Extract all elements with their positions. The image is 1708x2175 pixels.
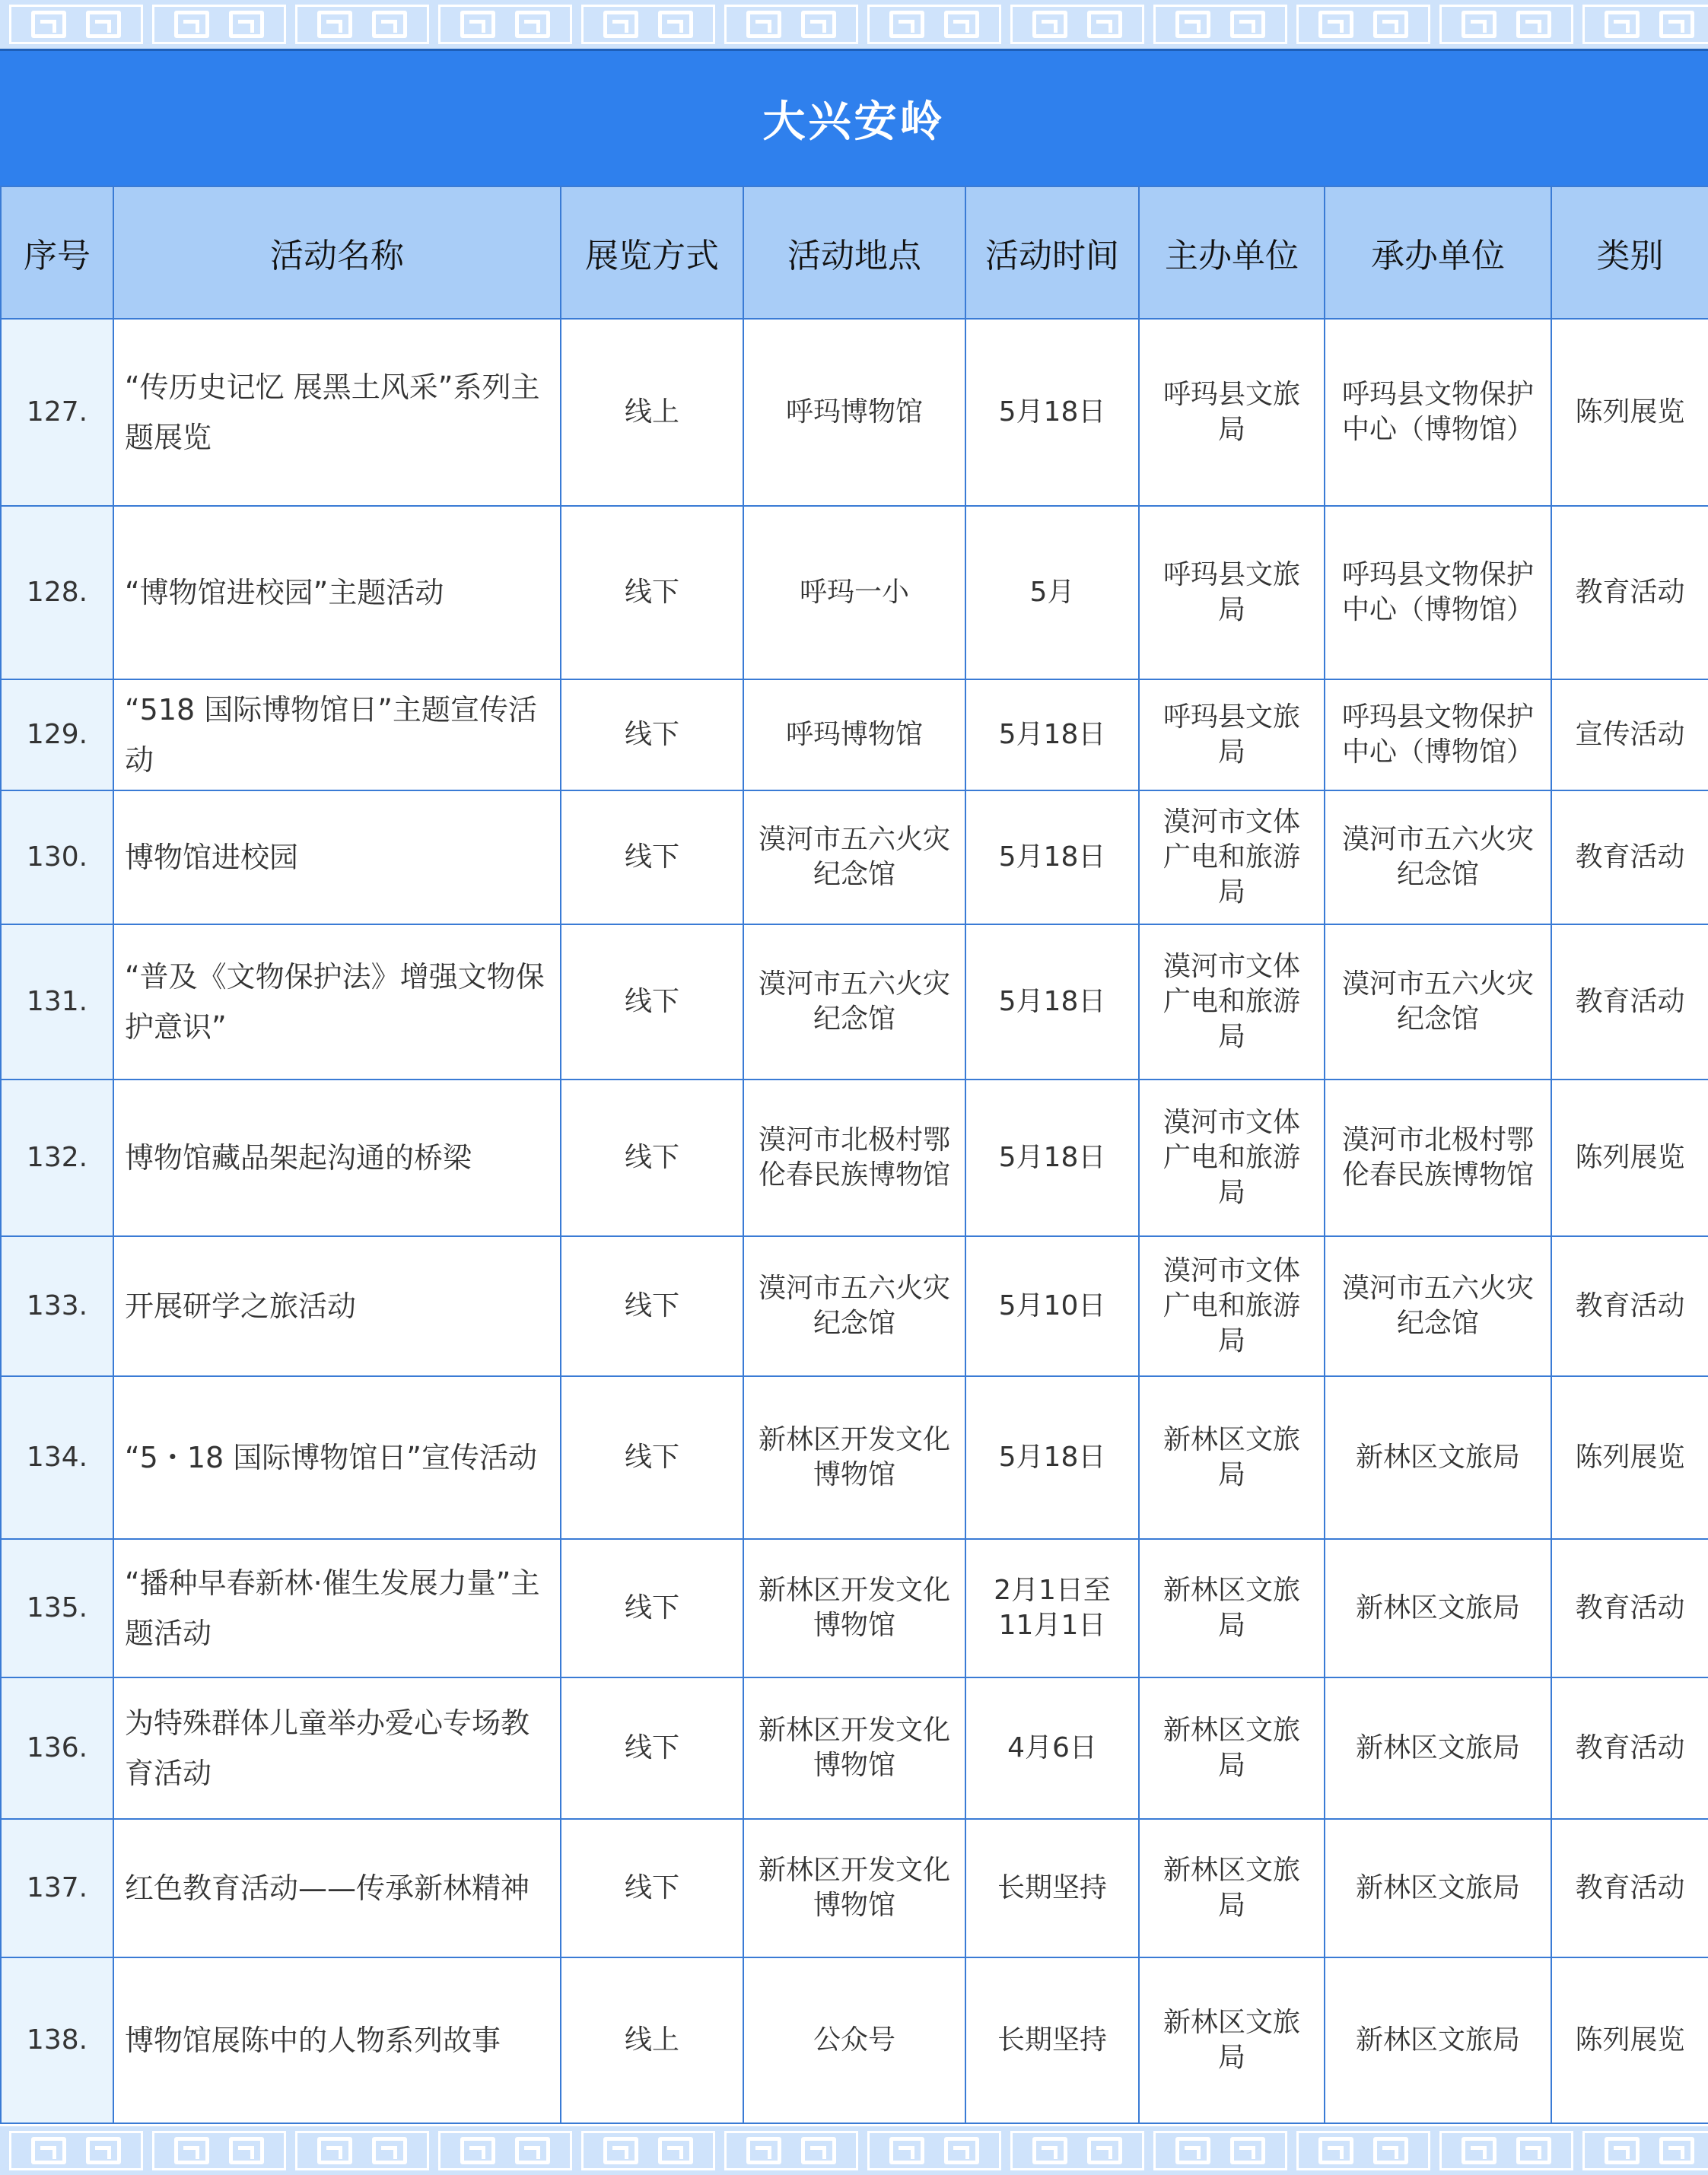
header-row	[1, 186, 1708, 319]
organizer-unit-cell: 呼玛县文物保护中心（博物馆）	[1325, 506, 1551, 679]
activity-place-cell: 漠河市五六火灾纪念馆	[743, 790, 965, 924]
activity-place-cell: 呼玛一小	[743, 506, 965, 679]
row-number-cell: 129.	[1, 679, 113, 790]
table-row	[1, 1539, 1708, 1677]
display-mode-cell: 线下	[561, 790, 743, 924]
row-number-cell: 138.	[1, 1957, 113, 2123]
activity-category-cell: 陈列展览	[1551, 1957, 1708, 2123]
activity-place-cell: 呼玛博物馆	[743, 319, 965, 506]
activity-category-cell: 教育活动	[1551, 924, 1708, 1080]
meander-pattern-icon	[867, 2131, 1001, 2170]
header-category: 类别	[1551, 186, 1708, 319]
activity-category-cell: 教育活动	[1551, 1236, 1708, 1376]
activity-name-cell: “518 国际博物馆日”主题宣传活动	[113, 679, 561, 790]
activities-table	[0, 186, 1708, 2124]
activity-time-cell: 5月18日	[965, 790, 1139, 924]
organizer-unit-cell: 漠河市五六火灾纪念馆	[1325, 790, 1551, 924]
activity-category-cell: 陈列展览	[1551, 319, 1708, 506]
activity-category-cell: 教育活动	[1551, 1539, 1708, 1677]
display-mode-cell: 线下	[561, 924, 743, 1080]
meander-pattern-icon	[1296, 2131, 1430, 2170]
activity-place-cell: 新林区开发文化博物馆	[743, 1819, 965, 1957]
table-row	[1, 1236, 1708, 1376]
activity-name-cell: 博物馆展陈中的人物系列故事	[113, 1957, 561, 2123]
host-unit-cell: 新林区文旅局	[1139, 1376, 1325, 1539]
row-number-cell: 135.	[1, 1539, 113, 1677]
activity-place-cell: 公众号	[743, 1957, 965, 2123]
organizer-unit-cell: 新林区文旅局	[1325, 1539, 1551, 1677]
activity-name-cell: 红色教育活动——传承新林精神	[113, 1819, 561, 1957]
meander-pattern-icon	[152, 2131, 286, 2170]
organizer-unit-cell: 新林区文旅局	[1325, 1819, 1551, 1957]
display-mode-cell: 线下	[561, 1677, 743, 1819]
meander-pattern-icon	[581, 5, 715, 44]
header-host: 主办单位	[1139, 186, 1325, 319]
activity-place-cell: 呼玛博物馆	[743, 679, 965, 790]
activity-place-cell: 漠河市五六火灾纪念馆	[743, 1236, 965, 1376]
header-organizer: 承办单位	[1325, 186, 1551, 319]
host-unit-cell: 漠河市文体广电和旅游局	[1139, 790, 1325, 924]
header-seq: 序号	[1, 186, 113, 319]
activity-name-cell: 为特殊群体儿童举办爱心专场教育活动	[113, 1677, 561, 1819]
meander-pattern-icon	[1010, 5, 1144, 44]
meander-pattern-icon	[867, 5, 1001, 44]
meander-pattern-icon	[295, 2131, 429, 2170]
host-unit-cell: 漠河市文体广电和旅游局	[1139, 1236, 1325, 1376]
table-row	[1, 319, 1708, 506]
row-number-cell: 134.	[1, 1376, 113, 1539]
display-mode-cell: 线上	[561, 1957, 743, 2123]
display-mode-cell: 线下	[561, 1539, 743, 1677]
header-place: 活动地点	[743, 186, 965, 319]
meander-pattern-icon	[1582, 5, 1708, 44]
activity-name-cell: “普及《文物保护法》增强文物保护意识”	[113, 924, 561, 1080]
activity-category-cell: 陈列展览	[1551, 1376, 1708, 1539]
row-number-cell: 137.	[1, 1819, 113, 1957]
meander-pattern-icon	[724, 5, 858, 44]
activity-time-cell: 5月18日	[965, 1080, 1139, 1236]
title-bar	[0, 49, 1708, 186]
organizer-unit-cell: 新林区文旅局	[1325, 1376, 1551, 1539]
meander-pattern-icon	[581, 2131, 715, 2170]
display-mode-cell: 线上	[561, 319, 743, 506]
meander-pattern-icon	[1439, 5, 1573, 44]
meander-pattern-icon	[438, 5, 572, 44]
activity-name-cell: “传历史记忆 展黑土风采”系列主题展览	[113, 319, 561, 506]
activity-name-cell: 博物馆进校园	[113, 790, 561, 924]
display-mode-cell: 线下	[561, 1376, 743, 1539]
activity-name-cell: “博物馆进校园”主题活动	[113, 506, 561, 679]
display-mode-cell: 线下	[561, 1080, 743, 1236]
row-number-cell: 132.	[1, 1080, 113, 1236]
activity-time-cell: 5月	[965, 506, 1139, 679]
host-unit-cell: 呼玛县文旅局	[1139, 506, 1325, 679]
meander-pattern-icon	[724, 2131, 858, 2170]
activity-time-cell: 长期坚持	[965, 1819, 1139, 1957]
activity-time-cell: 5月18日	[965, 319, 1139, 506]
activity-place-cell: 漠河市北极村鄂伦春民族博物馆	[743, 1080, 965, 1236]
organizer-unit-cell: 新林区文旅局	[1325, 1677, 1551, 1819]
activity-time-cell: 长期坚持	[965, 1957, 1139, 2123]
meander-pattern-icon	[438, 2131, 572, 2170]
row-number-cell: 130.	[1, 790, 113, 924]
activity-time-cell: 4月6日	[965, 1677, 1139, 1819]
bottom-decorative-border	[0, 2126, 1708, 2175]
meander-pattern-icon	[295, 5, 429, 44]
row-number-cell: 133.	[1, 1236, 113, 1376]
activity-category-cell: 教育活动	[1551, 506, 1708, 679]
organizer-unit-cell: 呼玛县文物保护中心（博物馆）	[1325, 679, 1551, 790]
meander-pattern-icon	[1296, 5, 1430, 44]
host-unit-cell: 新林区文旅局	[1139, 1957, 1325, 2123]
activity-time-cell: 5月18日	[965, 1376, 1139, 1539]
activity-time-cell: 5月10日	[965, 1236, 1139, 1376]
meander-pattern-icon	[9, 5, 143, 44]
activity-place-cell: 新林区开发文化博物馆	[743, 1539, 965, 1677]
display-mode-cell: 线下	[561, 506, 743, 679]
meander-pattern-icon	[152, 5, 286, 44]
display-mode-cell: 线下	[561, 1819, 743, 1957]
row-number-cell: 128.	[1, 506, 113, 679]
page-title: 大兴安岭	[762, 97, 946, 147]
header-mode: 展览方式	[561, 186, 743, 319]
table-row	[1, 679, 1708, 790]
organizer-unit-cell: 漠河市北极村鄂伦春民族博物馆	[1325, 1080, 1551, 1236]
display-mode-cell: 线下	[561, 679, 743, 790]
host-unit-cell: 新林区文旅局	[1139, 1677, 1325, 1819]
meander-pattern-icon	[1153, 5, 1287, 44]
host-unit-cell: 呼玛县文旅局	[1139, 319, 1325, 506]
row-number-cell: 127.	[1, 319, 113, 506]
organizer-unit-cell: 新林区文旅局	[1325, 1957, 1551, 2123]
organizer-unit-cell: 呼玛县文物保护中心（博物馆）	[1325, 319, 1551, 506]
meander-pattern-icon	[1582, 2131, 1708, 2170]
row-number-cell: 136.	[1, 1677, 113, 1819]
activity-category-cell: 宣传活动	[1551, 679, 1708, 790]
activity-category-cell: 陈列展览	[1551, 1080, 1708, 1236]
activity-time-cell: 5月18日	[965, 924, 1139, 1080]
table-row	[1, 790, 1708, 924]
meander-pattern-icon	[1010, 2131, 1144, 2170]
meander-pattern-icon	[9, 2131, 143, 2170]
activity-category-cell: 教育活动	[1551, 790, 1708, 924]
host-unit-cell: 新林区文旅局	[1139, 1539, 1325, 1677]
activity-name-cell: 开展研学之旅活动	[113, 1236, 561, 1376]
row-number-cell: 131.	[1, 924, 113, 1080]
meander-pattern-icon	[1439, 2131, 1573, 2170]
host-unit-cell: 漠河市文体广电和旅游局	[1139, 1080, 1325, 1236]
top-decorative-border	[0, 0, 1708, 49]
activity-name-cell: “5・18 国际博物馆日”宣传活动	[113, 1376, 561, 1539]
meander-pattern-icon	[1153, 2131, 1287, 2170]
activity-category-cell: 教育活动	[1551, 1677, 1708, 1819]
activity-name-cell: 博物馆藏品架起沟通的桥梁	[113, 1080, 561, 1236]
activity-place-cell: 新林区开发文化博物馆	[743, 1376, 965, 1539]
table-row	[1, 1957, 1708, 2123]
table-row	[1, 924, 1708, 1080]
header-name: 活动名称	[113, 186, 561, 319]
host-unit-cell: 漠河市文体广电和旅游局	[1139, 924, 1325, 1080]
activity-time-cell: 5月18日	[965, 679, 1139, 790]
host-unit-cell: 新林区文旅局	[1139, 1819, 1325, 1957]
activity-category-cell: 教育活动	[1551, 1819, 1708, 1957]
activity-time-cell: 2月1日至11月1日	[965, 1539, 1139, 1677]
table-row	[1, 1080, 1708, 1236]
table-row	[1, 1677, 1708, 1819]
organizer-unit-cell: 漠河市五六火灾纪念馆	[1325, 924, 1551, 1080]
table-row	[1, 506, 1708, 679]
activity-place-cell: 新林区开发文化博物馆	[743, 1677, 965, 1819]
organizer-unit-cell: 漠河市五六火灾纪念馆	[1325, 1236, 1551, 1376]
table-row	[1, 1376, 1708, 1539]
activity-name-cell: “播种早春新林·催生发展力量”主题活动	[113, 1539, 561, 1677]
host-unit-cell: 呼玛县文旅局	[1139, 679, 1325, 790]
activity-place-cell: 漠河市五六火灾纪念馆	[743, 924, 965, 1080]
table-row	[1, 1819, 1708, 1957]
header-time: 活动时间	[965, 186, 1139, 319]
display-mode-cell: 线下	[561, 1236, 743, 1376]
